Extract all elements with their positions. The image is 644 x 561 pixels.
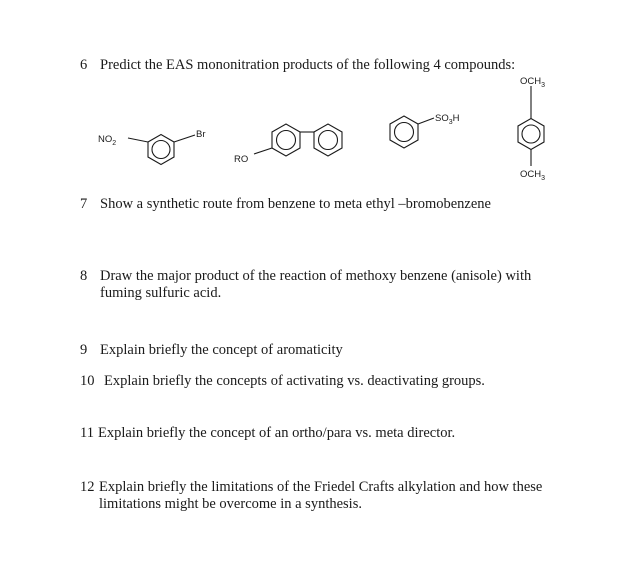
compound-benzenesulfonic-acid	[390, 113, 460, 148]
question-8	[80, 268, 620, 302]
methoxy-label-bottom: $OCH_3$	[520, 169, 546, 182]
question-number: 11	[80, 425, 94, 441]
question-number: 6	[80, 57, 88, 73]
question-number: 9	[80, 342, 88, 358]
question-text: Explain briefly the concept of an ortho/para vs. meta director.	[98, 425, 456, 441]
question-number: 12	[80, 479, 95, 495]
bond	[174, 135, 195, 142]
question-text-line1: Explain briefly the limitations of the Friedel Crafts alkylation and how these	[99, 479, 543, 495]
bromo-label: Br	[196, 129, 206, 140]
bond	[128, 138, 148, 142]
question-text-line1: Draw the major product of the reaction of methoxy benzene (anisole) with	[100, 268, 532, 284]
methoxy-label-top: $OCH_3$	[520, 76, 546, 89]
question-text-line2: limitations might be overcome in a synthesis.	[99, 496, 362, 512]
chemical-structures	[0, 0, 644, 200]
aromatic-circle	[277, 131, 296, 150]
compound-alkoxybiphenyl	[234, 124, 342, 165]
nitro-label: $NO_2$	[98, 134, 117, 147]
question-9	[80, 342, 620, 359]
question-text-line2: fuming sulfuric acid.	[100, 285, 222, 301]
aromatic-circle	[319, 131, 338, 150]
bond	[254, 148, 272, 154]
question-number: 7	[80, 196, 88, 212]
question-12	[80, 479, 620, 513]
question-text: Show a synthetic route from benzene to meta ethyl –bromobenzene	[100, 196, 491, 212]
compound-dimethoxybenzene	[518, 76, 545, 182]
question-text: Explain briefly the concept of aromaticity	[100, 342, 343, 358]
question-text: Predict the EAS mononitration products of the following 4 compounds:	[100, 57, 516, 73]
compound-nitrobromobenzene	[98, 129, 206, 165]
question-11	[80, 425, 620, 442]
bond	[418, 118, 434, 124]
question-10	[80, 373, 620, 390]
alkoxy-label: RO	[234, 154, 249, 165]
question-number: 10	[80, 373, 95, 389]
question-text: Explain briefly the concepts of activating vs. deactivating groups.	[104, 373, 485, 389]
question-7	[80, 196, 620, 213]
question-number: 8	[80, 268, 88, 284]
aromatic-circle	[152, 141, 170, 159]
aromatic-circle	[522, 125, 540, 143]
aromatic-circle	[395, 123, 414, 142]
sulfonic-label: $SO_3H$	[435, 113, 460, 126]
